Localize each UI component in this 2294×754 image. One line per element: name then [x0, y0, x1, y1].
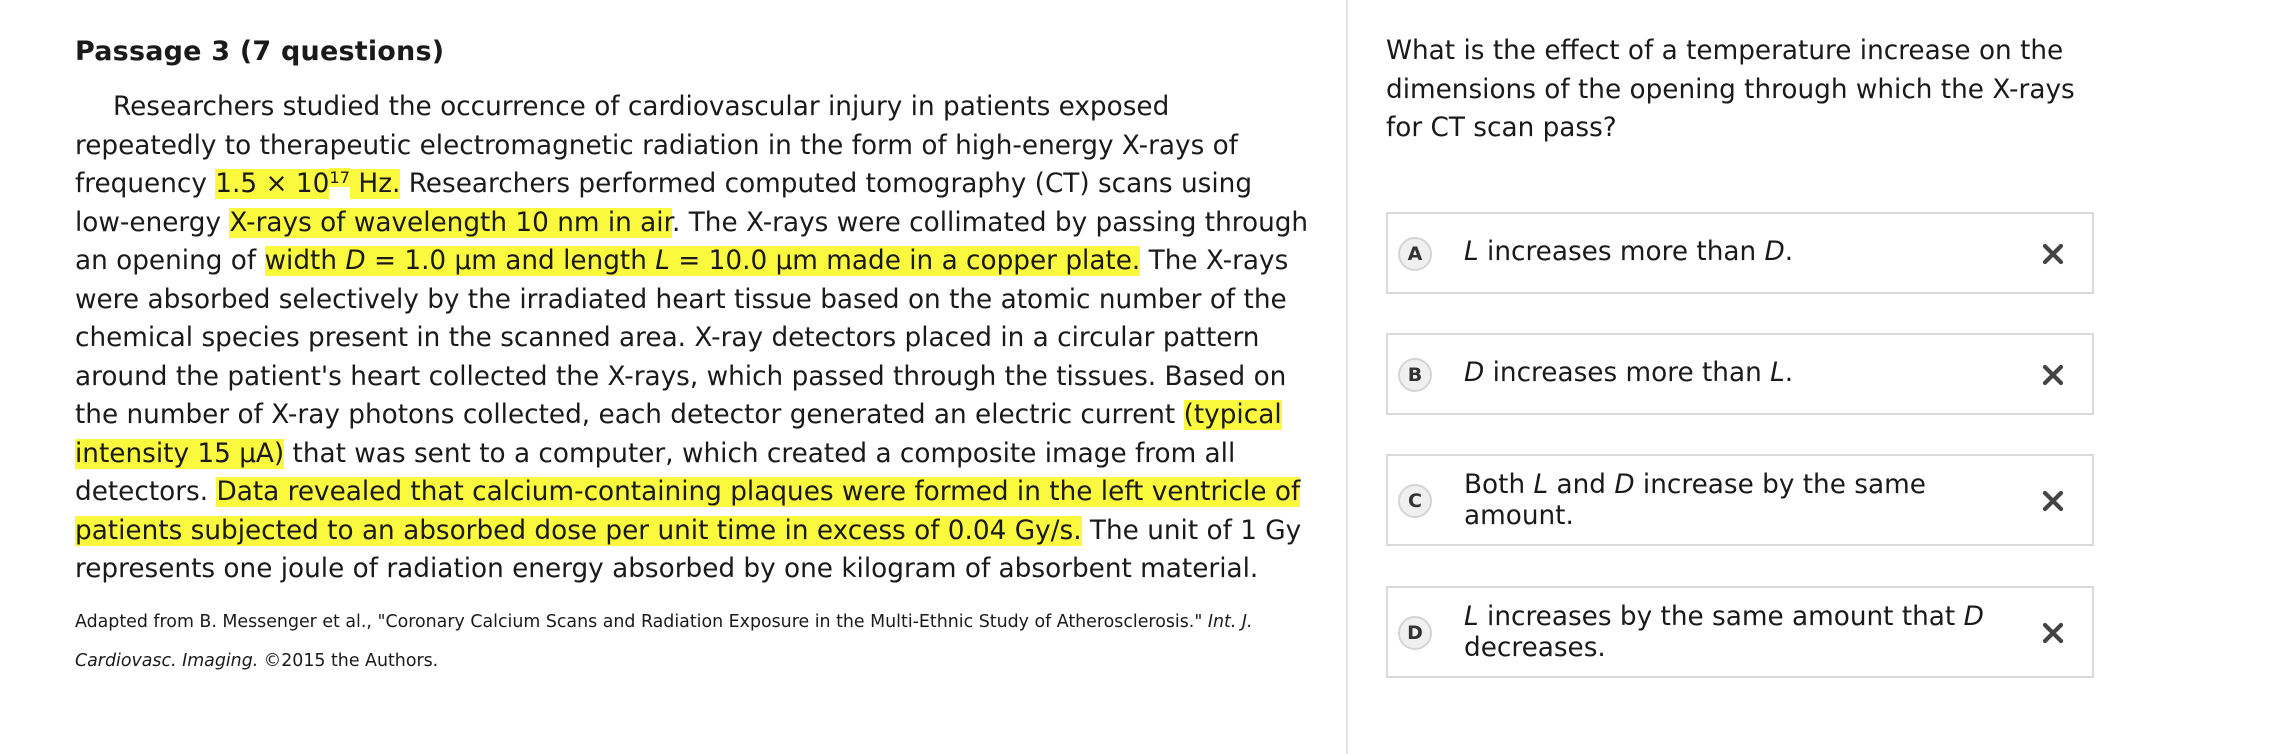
- answer-choice-a[interactable]: [1386, 212, 2094, 294]
- choice-text-segment: and: [1548, 470, 1615, 500]
- highlighted-text[interactable]: L: [655, 246, 670, 276]
- answer-choice-d[interactable]: [1386, 586, 2094, 678]
- highlighted-text[interactable]: 1.5 × 10: [215, 169, 330, 199]
- choice-text-segment: L: [1464, 237, 1479, 267]
- choice-text-segment: L: [1770, 358, 1785, 388]
- citation-segment: ©2015 the Authors.: [258, 650, 439, 671]
- highlighted-text[interactable]: Hz.: [350, 169, 401, 199]
- passage-text-segment: The X-rays were absorbed selectively by the irradiated heart tissue based on the atomic number of the chemical species present in the scanned area. X-ray detectors placed in a circular pattern around the patient's heart collected the X-rays, which passed through the tissues. Based on the number of X-ray photons collected, each detector generated an electric current: [75, 246, 1289, 430]
- choice-text-segment: L: [1464, 602, 1479, 632]
- choice-text: [1464, 602, 1994, 664]
- highlighted-text[interactable]: = 10.0 µm made in a copper plate.: [669, 246, 1141, 276]
- highlighted-text[interactable]: 17: [329, 168, 351, 188]
- choice-text-segment: L: [1533, 470, 1549, 500]
- choice-text-segment: .: [1784, 237, 1794, 267]
- passage-text-segment: . The X-rays were collimated by passing through an opening of: [75, 207, 1309, 276]
- choice-letter-badge: C: [1398, 484, 1432, 518]
- choice-letter-badge: B: [1398, 358, 1432, 392]
- cross-out-icon[interactable]: [2036, 616, 2070, 650]
- passage-text-segment: Researchers studied the occurrence of cardiovascular injury in patients exposed repeatedly to therapeutic electromagnetic radiation in the form of high-energy X-rays of frequency: [75, 92, 1238, 199]
- citation-segment: Adapted from B. Messenger et al., "Coronary Calcium Scans and Radiation Exposure in the Multi-Ethnic Study of Atherosclerosis.": [75, 611, 1208, 632]
- highlighted-text[interactable]: = 1.0 µm and length: [365, 246, 656, 276]
- passage-citation: [75, 603, 1310, 681]
- passage-text-segment: The unit of 1 Gy represents one joule of radiation energy absorbed by one kilogram of absorbent material.: [75, 515, 1302, 584]
- choice-text: [1464, 470, 1994, 532]
- question-pane: [1386, 0, 2266, 754]
- passage-text-segment: that was sent to a computer, which created a composite image from all detectors.: [75, 438, 1236, 507]
- choice-text-segment: increase by the same amount.: [1464, 470, 1926, 531]
- choice-text-segment: increases more than: [1484, 358, 1771, 388]
- choice-text-segment: D: [1963, 602, 1984, 632]
- highlighted-text[interactable]: X-rays of wavelength 10 nm in air: [229, 207, 672, 238]
- citation-segment: Int. J. Cardiovasc. Imaging.: [75, 611, 1253, 671]
- highlighted-text[interactable]: width: [264, 246, 346, 276]
- cross-out-icon[interactable]: [2036, 358, 2070, 392]
- question-stem: What is the effect of a temperature increase on the dimensions of the opening through which the X-rays for CT scan pass?: [1386, 36, 2075, 143]
- choice-text-segment: D: [1464, 358, 1485, 388]
- choice-text: [1464, 237, 1994, 268]
- choice-text-segment: .: [1784, 358, 1794, 388]
- passage-text: [75, 88, 1310, 589]
- choice-text-segment: D: [1764, 237, 1785, 267]
- cross-out-icon[interactable]: [2036, 484, 2070, 518]
- answer-choice-c[interactable]: [1386, 454, 2094, 546]
- choice-text-segment: increases by the same amount that: [1478, 602, 1964, 632]
- choice-text-segment: increases more than: [1478, 237, 1765, 267]
- highlighted-text[interactable]: (typical intensity 15 µA): [75, 400, 1282, 469]
- cross-out-icon[interactable]: [2036, 237, 2070, 271]
- passage-title: Passage 3 (7 questions): [75, 36, 445, 67]
- highlighted-text[interactable]: D: [345, 246, 366, 276]
- choice-letter-badge: A: [1398, 237, 1432, 271]
- choice-text-segment: D: [1614, 470, 1635, 500]
- choice-text: [1464, 358, 1994, 389]
- answer-choice-b[interactable]: [1386, 333, 2094, 415]
- choice-text-segment: decreases.: [1464, 633, 1606, 663]
- pane-divider[interactable]: [1346, 0, 1348, 754]
- passage-text-segment: Researchers performed computed tomography (CT) scans using low-energy: [75, 169, 1253, 238]
- choice-text-segment: Both: [1464, 470, 1534, 500]
- highlighted-text[interactable]: Data revealed that calcium-containing plaques were formed in the left ventricle of patients subjected to an absorbed dose per unit time in excess of 0.04 Gy/s.: [75, 477, 1301, 546]
- choice-letter-badge: D: [1398, 616, 1432, 650]
